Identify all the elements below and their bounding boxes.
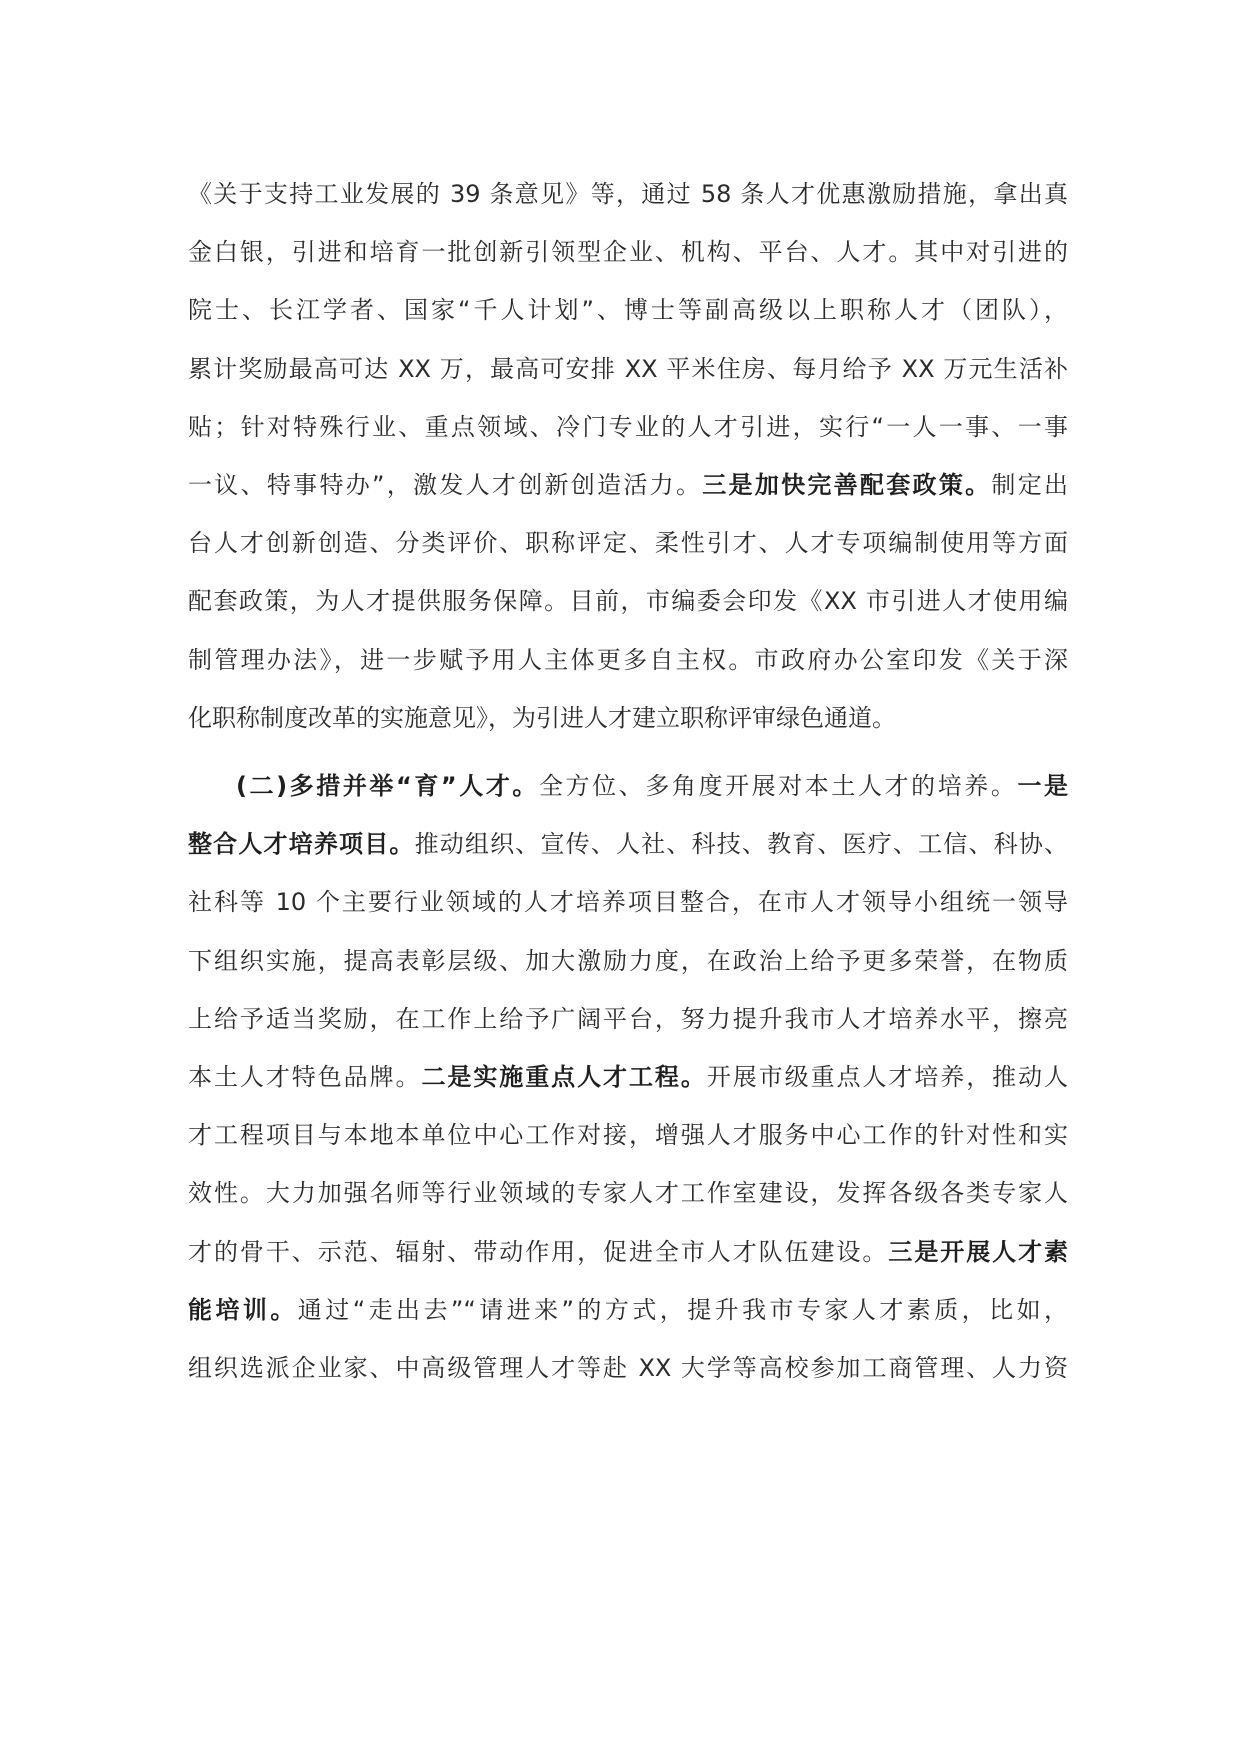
text-line — [188, 999, 1068, 1039]
text-run: 才工程项目与本地本单位中心工作对接，增强人才服务中心工作的针对性和实 — [188, 1121, 1068, 1150]
bold-text: 三是开展人才素 — [888, 1237, 1069, 1266]
text-run: 上给予适当奖励，在工作上给予广阔平台，努力提升我市人才培养水平，擦亮 — [188, 1004, 1068, 1033]
text-line — [188, 581, 1068, 621]
text-line — [188, 941, 1068, 981]
text-line — [188, 174, 1068, 214]
text-line — [188, 232, 1068, 272]
text-run: 开展市级重点人才培养，推动人 — [706, 1063, 1069, 1091]
text-run: 台人才创新创造、分类评价、职称评定、柔性引才、人才专项编制使用等方面 — [188, 529, 1068, 558]
text-run: 全方位、多角度开展对本土人才的培养。 — [539, 772, 1018, 800]
text-run: 累计奖励最高可达 XX 万，最高可安排 XX 平米住房、每月给予 XX 万元生活补 — [188, 354, 1068, 383]
text-run: 下组织实施，提高表彰层级、加大激励力度，在政治上给予更多荣誉，在物质 — [188, 946, 1068, 975]
text-run: 社科等 10 个主要行业领域的人才培养项目整合，在市人才领导小组统一领导 — [188, 888, 1068, 917]
text-line — [188, 1057, 1068, 1097]
text-line — [188, 824, 1068, 864]
text-line — [188, 407, 1068, 447]
text-line — [188, 766, 1068, 806]
text-line — [188, 465, 1068, 505]
text-line — [188, 640, 1068, 680]
text-line — [188, 1115, 1068, 1155]
text-run: 才的骨干、示范、辐射、带动作用，促进全市人才队伍建设。 — [188, 1237, 889, 1266]
text-run: 配套政策，为人才提供服务保障。目前，市编委会印发《XX 市引进人才使用编 — [188, 587, 1068, 616]
bold-text: 一是 — [1017, 772, 1069, 800]
text-line — [188, 1173, 1068, 1213]
text-line — [188, 882, 1068, 922]
text-run: 本土人才特色品牌。 — [188, 1063, 422, 1091]
text-run: 制管理办法》，进一步赋予用人主体更多自主权。市政府办公室印发《关于深 — [188, 645, 1068, 674]
text-run: 化职称制度改革的实施意见》，为引进人才建立职称评审绿色通道。 — [188, 703, 896, 732]
text-run: 推动组织、宣传、人社、科技、教育、医疗、工信、科协、 — [414, 830, 1069, 859]
text-run: 《关于支持工业发展的 39 条意见》等，通过 58 条人才优惠激励措施，拿出真 — [188, 180, 1068, 208]
text-run: 贴；针对特殊行业、重点领域、冷门专业的人才引进，实行“一人一事、一事 — [188, 412, 1068, 441]
text-run: 金白银，引进和培育一批创新引领型企业、机构、平台、人才。其中对引进的 — [188, 238, 1068, 267]
text-line — [188, 698, 1068, 738]
text-run: 组织选派企业家、中高级管理人才等赴 XX 大学等高校参加工商管理、人力资 — [188, 1354, 1068, 1382]
text-line — [188, 1232, 1068, 1272]
bold-text: 三是加快完善配套政策。 — [702, 471, 992, 499]
text-run: 制定出 — [991, 471, 1069, 499]
text-line — [188, 1348, 1068, 1388]
text-line — [188, 1290, 1068, 1330]
bold-text: 能培训。 — [188, 1295, 298, 1324]
text-run: 院士、长江学者、国家“千人计划”、博士等副高级以上职称人才（团队）， — [188, 296, 1068, 325]
bold-text: (二)多措并举“育”人才。 — [236, 772, 540, 800]
text-run: 通过“走出去”“请进来”的方式，提升我市专家人才素质，比如， — [297, 1295, 1069, 1324]
text-run: 效性。大力加强名师等行业领域的专家人才工作室建设，发挥各级各类专家人 — [188, 1179, 1068, 1208]
text-line — [188, 349, 1068, 389]
text-run: 一议、特事特办”，激发人才创新创造活力。 — [188, 471, 703, 499]
bold-text: 二是实施重点人才工程。 — [421, 1063, 707, 1091]
text-line — [188, 523, 1068, 563]
text-line — [188, 290, 1068, 330]
bold-text: 整合人才培养项目。 — [188, 830, 415, 859]
